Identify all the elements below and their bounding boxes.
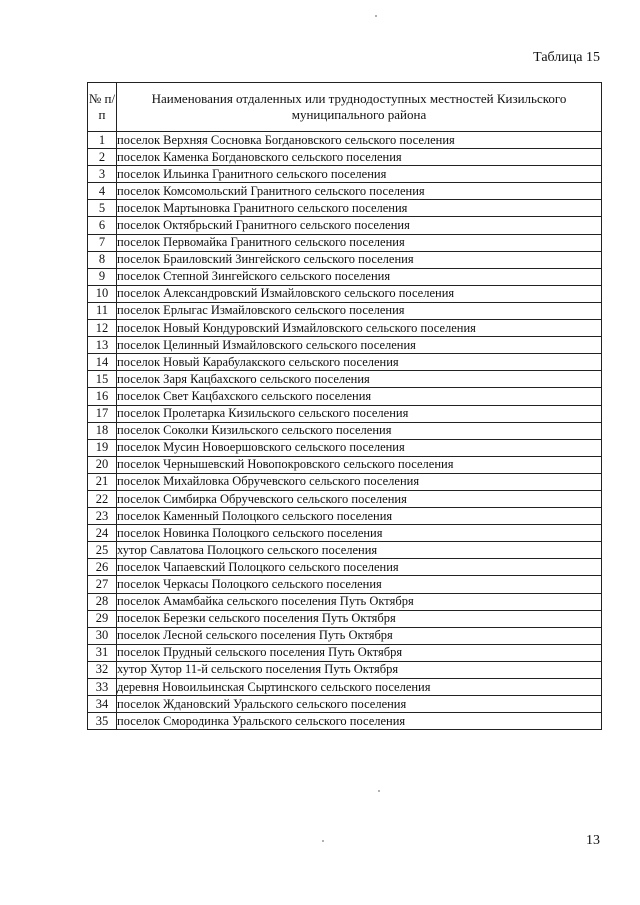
table-row — [88, 644, 602, 661]
locality-name: поселок Целинный Измайловского сельского поселения — [117, 337, 602, 354]
locality-name: поселок Степной Зингейского сельского поселения — [117, 268, 602, 285]
table-row — [88, 183, 602, 200]
row-number: 8 — [88, 251, 117, 268]
row-number: 11 — [88, 302, 117, 319]
locality-name: деревня Новоильинская Сыртинского сельского поселения — [117, 679, 602, 696]
row-number: 1 — [88, 132, 117, 149]
table-row — [88, 525, 602, 542]
row-number: 25 — [88, 542, 117, 559]
locality-name: поселок Комсомольский Гранитного сельского поселения — [117, 183, 602, 200]
table-row — [88, 302, 602, 319]
table-row — [88, 696, 602, 713]
table-row — [88, 627, 602, 644]
locality-name: поселок Верхняя Сосновка Богдановского сельского поселения — [117, 132, 602, 149]
row-number: 27 — [88, 576, 117, 593]
row-number: 2 — [88, 149, 117, 166]
table-row — [88, 166, 602, 183]
table-row — [88, 456, 602, 473]
table-row — [88, 337, 602, 354]
row-number: 9 — [88, 268, 117, 285]
table-row — [88, 268, 602, 285]
row-number: 23 — [88, 508, 117, 525]
row-number: 17 — [88, 405, 117, 422]
locality-name: поселок Симбирка Обручевского сельского поселения — [117, 490, 602, 507]
row-number: 6 — [88, 217, 117, 234]
row-number: 21 — [88, 473, 117, 490]
locality-name: поселок Новый Кондуровский Измайловского сельского поселения — [117, 320, 602, 337]
locality-name: поселок Ждановский Уральского сельского поселения — [117, 696, 602, 713]
locality-name: поселок Прудный сельского поселения Путь Октября — [117, 644, 602, 661]
table-row — [88, 679, 602, 696]
row-number: 18 — [88, 422, 117, 439]
locality-name: поселок Мартыновка Гранитного сельского поселения — [117, 200, 602, 217]
locality-name: поселок Новый Карабулакского сельского поселения — [117, 354, 602, 371]
table-row — [88, 132, 602, 149]
header-number: № п/п — [88, 83, 117, 132]
scan-speck — [378, 790, 380, 792]
locality-name: поселок Лесной сельского поселения Путь Октября — [117, 627, 602, 644]
table-row — [88, 576, 602, 593]
row-number: 5 — [88, 200, 117, 217]
locality-name: поселок Каменный Полоцкого сельского поселения — [117, 508, 602, 525]
table-row — [88, 661, 602, 678]
table-row — [88, 234, 602, 251]
table-row — [88, 422, 602, 439]
locality-name: поселок Первомайка Гранитного сельского поселения — [117, 234, 602, 251]
locality-name: поселок Ерлыгас Измайловского сельского поселения — [117, 302, 602, 319]
row-number: 29 — [88, 610, 117, 627]
locality-name: поселок Заря Кацбахского сельского поселения — [117, 371, 602, 388]
table-row — [88, 388, 602, 405]
table-row — [88, 542, 602, 559]
table-row — [88, 217, 602, 234]
table-row — [88, 559, 602, 576]
locality-name: поселок Ильинка Гранитного сельского поселения — [117, 166, 602, 183]
locality-name: хутор Савлатова Полоцкого сельского поселения — [117, 542, 602, 559]
row-number: 19 — [88, 439, 117, 456]
row-number: 20 — [88, 456, 117, 473]
row-number: 31 — [88, 644, 117, 661]
locality-name: поселок Октябрьский Гранитного сельского поселения — [117, 217, 602, 234]
table-row — [88, 405, 602, 422]
table-row — [88, 371, 602, 388]
table-row — [88, 200, 602, 217]
row-number: 24 — [88, 525, 117, 542]
locality-name: поселок Новинка Полоцкого сельского поселения — [117, 525, 602, 542]
row-number: 14 — [88, 354, 117, 371]
scan-speck — [322, 840, 324, 842]
table-row — [88, 490, 602, 507]
row-number: 10 — [88, 285, 117, 302]
table-row — [88, 354, 602, 371]
locality-name: поселок Свет Кацбахского сельского поселения — [117, 388, 602, 405]
table-body — [88, 132, 602, 730]
locality-name: хутор Хутор 11-й сельского поселения Путь Октября — [117, 661, 602, 678]
row-number: 15 — [88, 371, 117, 388]
table-row — [88, 320, 602, 337]
row-number: 7 — [88, 234, 117, 251]
row-number: 34 — [88, 696, 117, 713]
row-number: 22 — [88, 490, 117, 507]
locality-name: поселок Березки сельского поселения Путь Октября — [117, 610, 602, 627]
locality-name: поселок Михайловка Обручевского сельского поселения — [117, 473, 602, 490]
row-number: 32 — [88, 661, 117, 678]
table-row — [88, 439, 602, 456]
locality-name: поселок Черкасы Полоцкого сельского поселения — [117, 576, 602, 593]
table-title: Таблица 15 — [533, 50, 600, 65]
locality-name: поселок Чапаевский Полоцкого сельского поселения — [117, 559, 602, 576]
row-number: 33 — [88, 679, 117, 696]
locality-name: поселок Каменка Богдановского сельского поселения — [117, 149, 602, 166]
row-number: 13 — [88, 337, 117, 354]
locality-name: поселок Пролетарка Кизильского сельского поселения — [117, 405, 602, 422]
header-name: Наименования отдаленных или труднодоступных местностей Кизильского муниципального района — [117, 83, 602, 132]
locality-name: поселок Амамбайка сельского поселения Путь Октября — [117, 593, 602, 610]
scan-speck — [375, 15, 377, 17]
table-row — [88, 593, 602, 610]
row-number: 30 — [88, 627, 117, 644]
table-row — [88, 473, 602, 490]
row-number: 16 — [88, 388, 117, 405]
locality-name: поселок Александровский Измайловского сельского поселения — [117, 285, 602, 302]
row-number: 26 — [88, 559, 117, 576]
locality-name: поселок Смородинка Уральского сельского поселения — [117, 713, 602, 730]
row-number: 4 — [88, 183, 117, 200]
table-row — [88, 713, 602, 730]
localities-table — [87, 82, 602, 730]
locality-name: поселок Мусин Новоершовского сельского поселения — [117, 439, 602, 456]
row-number: 28 — [88, 593, 117, 610]
row-number: 12 — [88, 320, 117, 337]
row-number: 3 — [88, 166, 117, 183]
table-row — [88, 285, 602, 302]
table-row — [88, 149, 602, 166]
locality-name: поселок Чернышевский Новопокровского сельского поселения — [117, 456, 602, 473]
page-number: 13 — [586, 833, 600, 848]
table-row — [88, 251, 602, 268]
table-row — [88, 508, 602, 525]
row-number: 35 — [88, 713, 117, 730]
table-header-row — [88, 83, 602, 132]
table-row — [88, 610, 602, 627]
locality-name: поселок Браиловский Зингейского сельского поселения — [117, 251, 602, 268]
locality-name: поселок Соколки Кизильского сельского поселения — [117, 422, 602, 439]
